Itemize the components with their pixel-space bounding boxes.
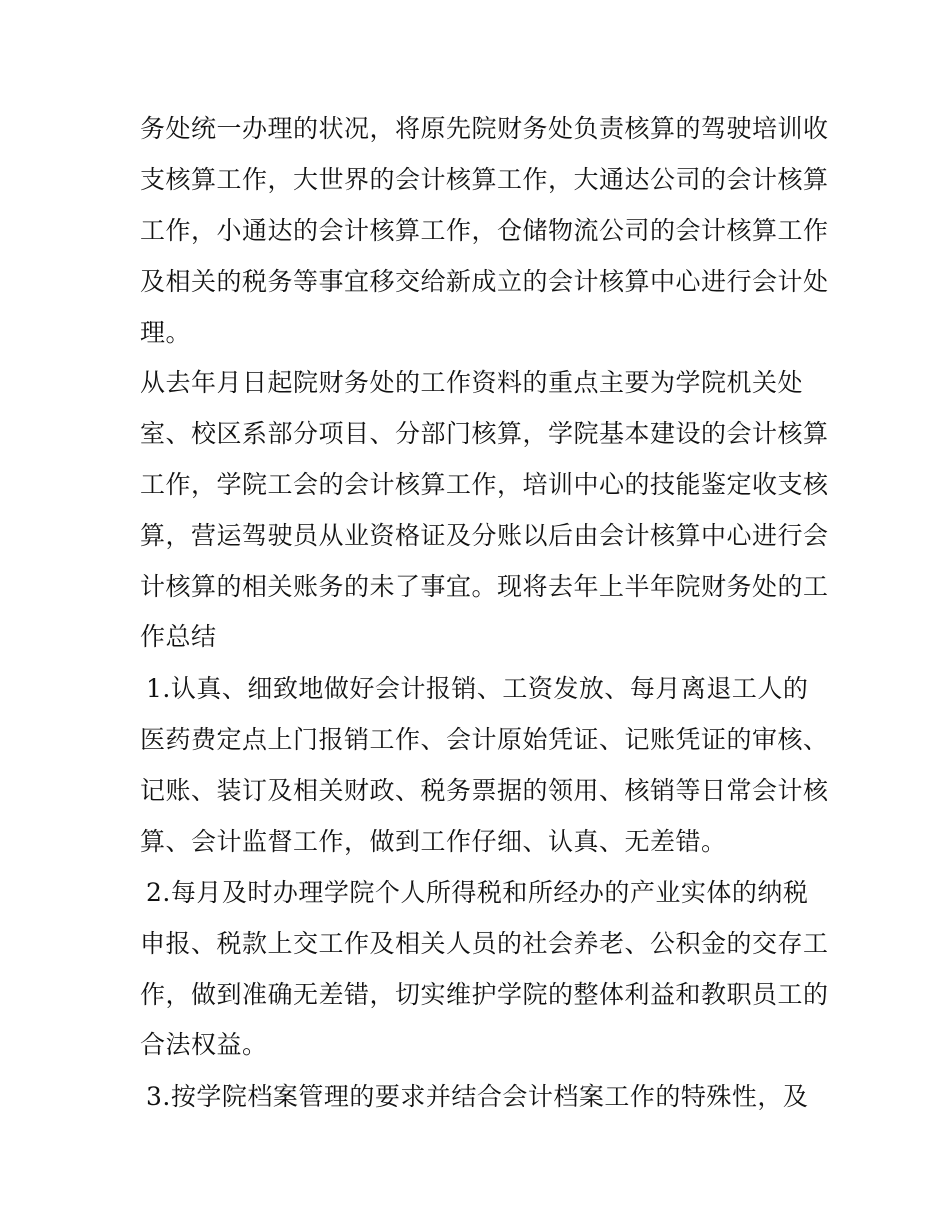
paragraph-2-line-1: 从去年月日起院财务处的工作资料的重点主要为学院机关处 [140,368,804,397]
item-3-line-1: 3.按学院档案管理的要求并结合会计档案工作的特殊性，及 [146,1082,809,1111]
item-2-line-3: 作，做到准确无差错，切实维护学院的整体利益和教职员工的 [140,980,829,1009]
paragraph-1-line-4: 及相关的税务等事宜移交给新成立的会计核算中心进行会计处 [140,267,829,296]
item-1-line-1: 1.认真、细致地做好会计报销、工资发放、每月离退工人的 [146,674,809,703]
paragraph-1-line-2: 支核算工作，大世界的会计核算工作，大通达公司的会计核算 [140,165,829,194]
paragraph-1-line-3: 工作，小通达的会计核算工作，仓储物流公司的会计核算工作 [140,216,829,245]
item-1-line-2: 医药费定点上门报销工作、会计原始凭证、记账凭证的审核、 [140,725,829,754]
item-2-line-1: 2.每月及时办理学院个人所得税和所经办的产业实体的纳税 [146,878,809,907]
paragraph-2-line-5: 计核算的相关账务的未了事宜。现将去年上半年院财务处的工 [140,572,829,601]
item-1-line-3: 记账、装订及相关财政、税务票据的领用、核销等日常会计核 [140,776,829,805]
paragraph-1-line-1: 务处统一办理的状况，将原先院财务处负责核算的驾驶培训收 [140,114,829,143]
paragraph-1-line-5: 理。 [140,318,192,347]
paragraph-2-line-3: 工作，学院工会的会计核算工作，培训中心的技能鉴定收支核 [140,470,829,499]
paragraph-2-line-6: 作总结 [140,622,217,651]
item-2-line-4: 合法权益。 [140,1030,268,1059]
paragraph-2-line-2: 室、校区系部分项目、分部门核算，学院基本建设的会计核算 [140,419,829,448]
item-2-line-2: 申报、税款上交工作及相关人员的社会养老、公积金的交存工 [140,929,829,958]
item-1-line-4: 算、会计监督工作，做到工作仔细、认真、无差错。 [140,827,727,856]
paragraph-2-line-4: 算，营运驾驶员从业资格证及分账以后由会计核算中心进行会 [140,521,829,550]
